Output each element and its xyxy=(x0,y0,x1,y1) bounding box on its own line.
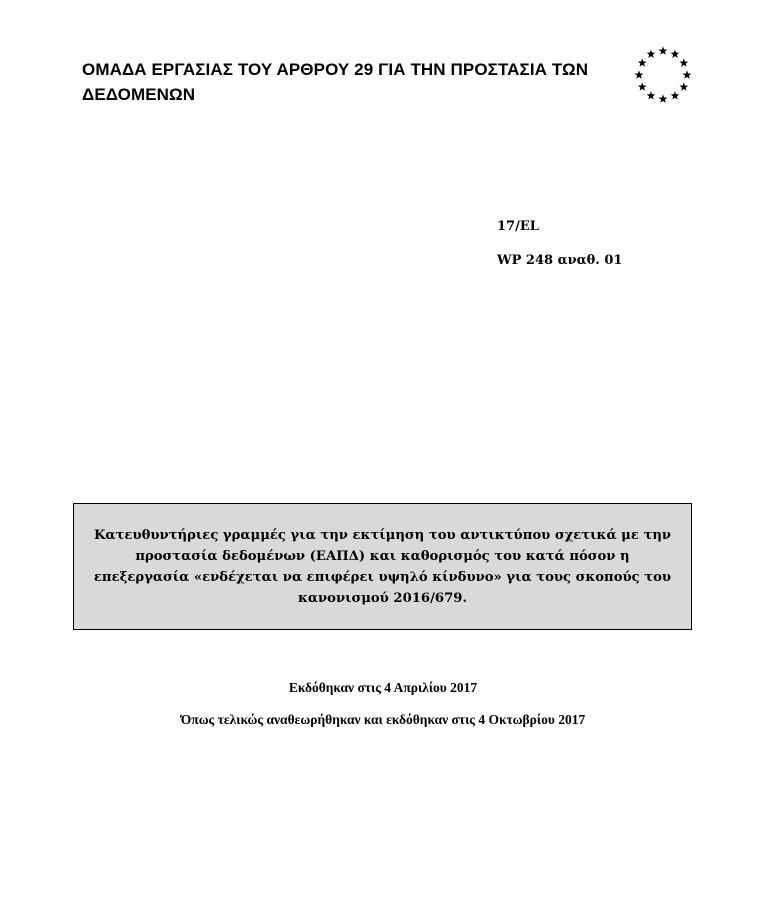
star-icon xyxy=(638,58,647,66)
star-icon xyxy=(671,91,680,99)
document-reference: WP 248 αναθ. 01 xyxy=(497,253,623,268)
star-icon xyxy=(679,58,688,66)
star-icon xyxy=(679,82,688,90)
star-icon xyxy=(638,82,647,90)
star-icon xyxy=(647,50,656,58)
document-title: Κατευθυντήριες γραμμές για την εκτίμηση του αντικτύπου σχετικά με την προστασία δεδομένων (ΕΑΠΔ) και καθορισμός του κατά πόσον η επεξεργασία «ενδέχεται να επιφέρει υψηλό κίνδυνο» για τους σκοπούς του κανονισμού 2016/679. xyxy=(93,527,672,606)
star-icon xyxy=(683,70,692,78)
star-icon xyxy=(659,94,668,102)
revised-issued-date: Όπως τελικώς αναθεωρήθηκαν και εκδόθηκαν στις 4 Οκτωβρίου 2017 xyxy=(180,712,586,727)
issued-date: Εκδόθηκαν στις 4 Απριλίου 2017 xyxy=(288,680,478,695)
star-icon xyxy=(659,46,668,54)
star-icon xyxy=(671,50,680,58)
document-title-box xyxy=(73,503,692,630)
star-icon xyxy=(635,70,644,78)
star-icon xyxy=(647,91,656,99)
eu-stars-circle-icon xyxy=(632,44,694,106)
document-code: 17/EL xyxy=(497,219,539,234)
working-party-title: ΟΜΑΔΑ ΕΡΓΑΣΙΑΣ ΤΟΥ ΑΡΘΡΟΥ 29 ΓΙΑ ΤΗΝ ΠΡΟΣΤΑΣΙΑ ΤΩΝ ΔΕΔΟΜΕΝΩΝ xyxy=(82,60,589,104)
